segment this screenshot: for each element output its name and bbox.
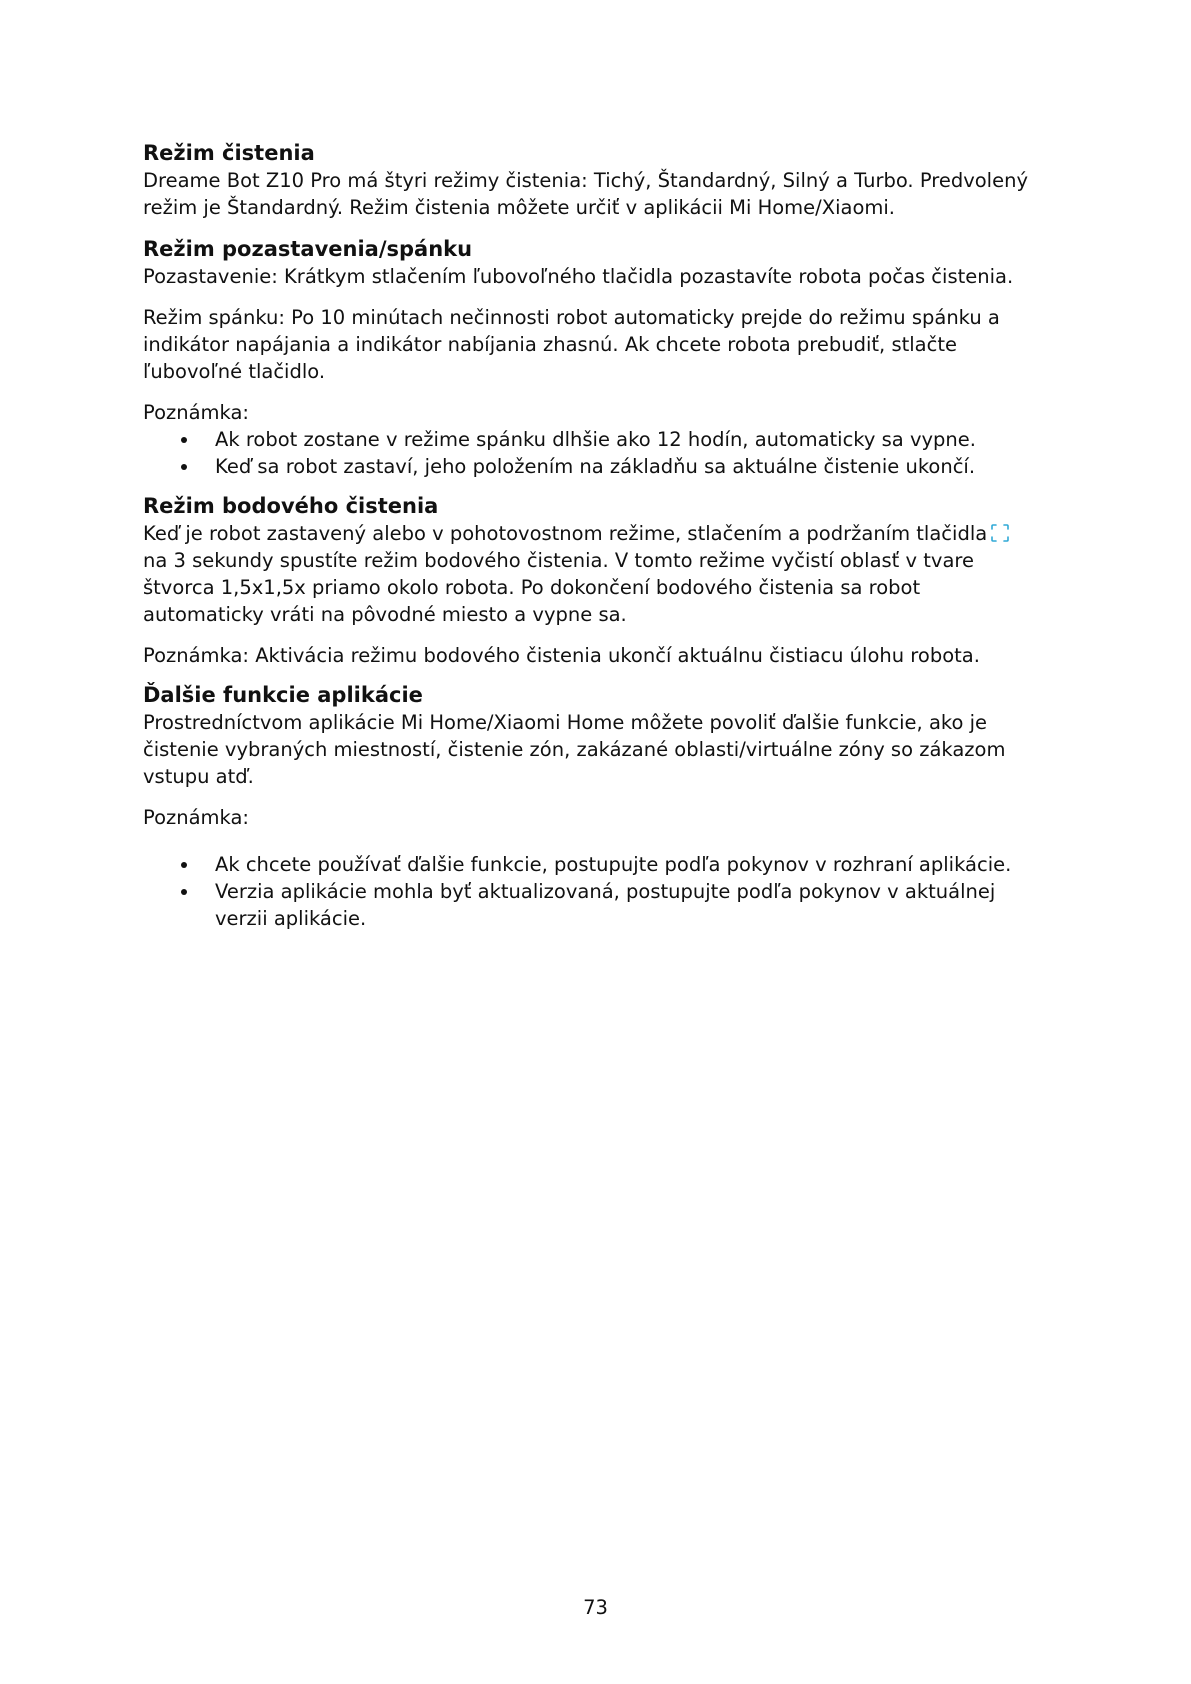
text-line: čistenie vybraných miestností, čistenie zón, zakázané oblasti/virtuálne zóny so zákazom bbox=[143, 738, 1006, 761]
spot-clean-icon bbox=[991, 522, 1009, 540]
paragraph bbox=[143, 167, 1073, 221]
bullet-list bbox=[143, 426, 1073, 480]
list-item: Keď sa robot zastaví, jeho položením na základňu sa aktuálne čistenie ukončí. bbox=[143, 453, 1073, 480]
note-paragraph: Poznámka: Aktivácia režimu bodového čistenia ukončí aktuálnu čistiacu úlohu robota. bbox=[143, 644, 980, 667]
bullet-icon bbox=[181, 437, 187, 443]
section-title: Režim čistenia bbox=[143, 141, 315, 165]
text-line: automaticky vráti na pôvodné miesto a vypne sa. bbox=[143, 603, 627, 626]
list-item: Ak chcete používať ďalšie funkcie, postupujte podľa pokynov v rozhraní aplikácie. bbox=[143, 851, 1073, 878]
text-line: Prostredníctvom aplikácie Mi Home/Xiaomi Home môžete povoliť ďalšie funkcie, ako je bbox=[143, 711, 988, 734]
paragraph bbox=[143, 520, 1073, 628]
paragraph bbox=[143, 304, 1073, 385]
text-line: na 3 sekundy spustíte režim bodového čistenia. V tomto režime vyčistí oblasť v tvare bbox=[143, 549, 974, 572]
list-item: Verzia aplikácie mohla byť aktualizovaná, postupujte podľa pokynov v aktuálnej verzii aplikácie. bbox=[143, 878, 1073, 932]
text-line: vstupu atď. bbox=[143, 765, 254, 788]
text-line: Režim spánku: Po 10 minútach nečinnosti robot automaticky prejde do režimu spánku a bbox=[143, 306, 1000, 329]
bullet-list bbox=[143, 851, 1073, 932]
text-line: Dreame Bot Z10 Pro má štyri režimy čistenia: Tichý, Štandardný, Silný a Turbo. Predvolený bbox=[143, 169, 1028, 192]
list-item: Ak robot zostane v režime spánku dlhšie ako 12 hodín, automaticky sa vypne. bbox=[143, 426, 1073, 453]
bullet-icon bbox=[181, 464, 187, 470]
section-title: Režim pozastavenia/spánku bbox=[143, 237, 473, 261]
section-cleaning-mode bbox=[143, 139, 1073, 221]
note-label: Poznámka: bbox=[143, 806, 250, 829]
text-line: indikátor napájania a indikátor nabíjania zhasnú. Ak chcete robota prebudiť, stlačte bbox=[143, 333, 957, 356]
section-title: Režim bodového čistenia bbox=[143, 494, 439, 518]
note-label: Poznámka: bbox=[143, 401, 250, 424]
section-app-features bbox=[143, 681, 1073, 932]
paragraph bbox=[143, 709, 1073, 790]
text-line: štvorca 1,5x1,5x priamo okolo robota. Po dokončení bodového čistenia sa robot bbox=[143, 576, 921, 599]
page-number: 73 bbox=[583, 1596, 608, 1619]
text-line: ľubovoľné tlačidlo. bbox=[143, 360, 326, 383]
page-content bbox=[143, 139, 1073, 932]
text-line: režim je Štandardný. Režim čistenia môžete určiť v aplikácii Mi Home/Xiaomi. bbox=[143, 196, 896, 219]
section-pause-sleep-mode bbox=[143, 235, 1073, 480]
section-title: Ďalšie funkcie aplikácie bbox=[143, 683, 423, 707]
section-spot-cleaning bbox=[143, 492, 1073, 669]
bullet-icon bbox=[181, 862, 187, 868]
text-line: Keď je robot zastavený alebo v pohotovostnom režime, stlačením a podržaním tlačidla bbox=[143, 522, 988, 545]
paragraph: Pozastavenie: Krátkym stlačením ľubovoľného tlačidla pozastavíte robota počas čistenia. bbox=[143, 265, 1014, 288]
bullet-icon bbox=[181, 889, 187, 895]
